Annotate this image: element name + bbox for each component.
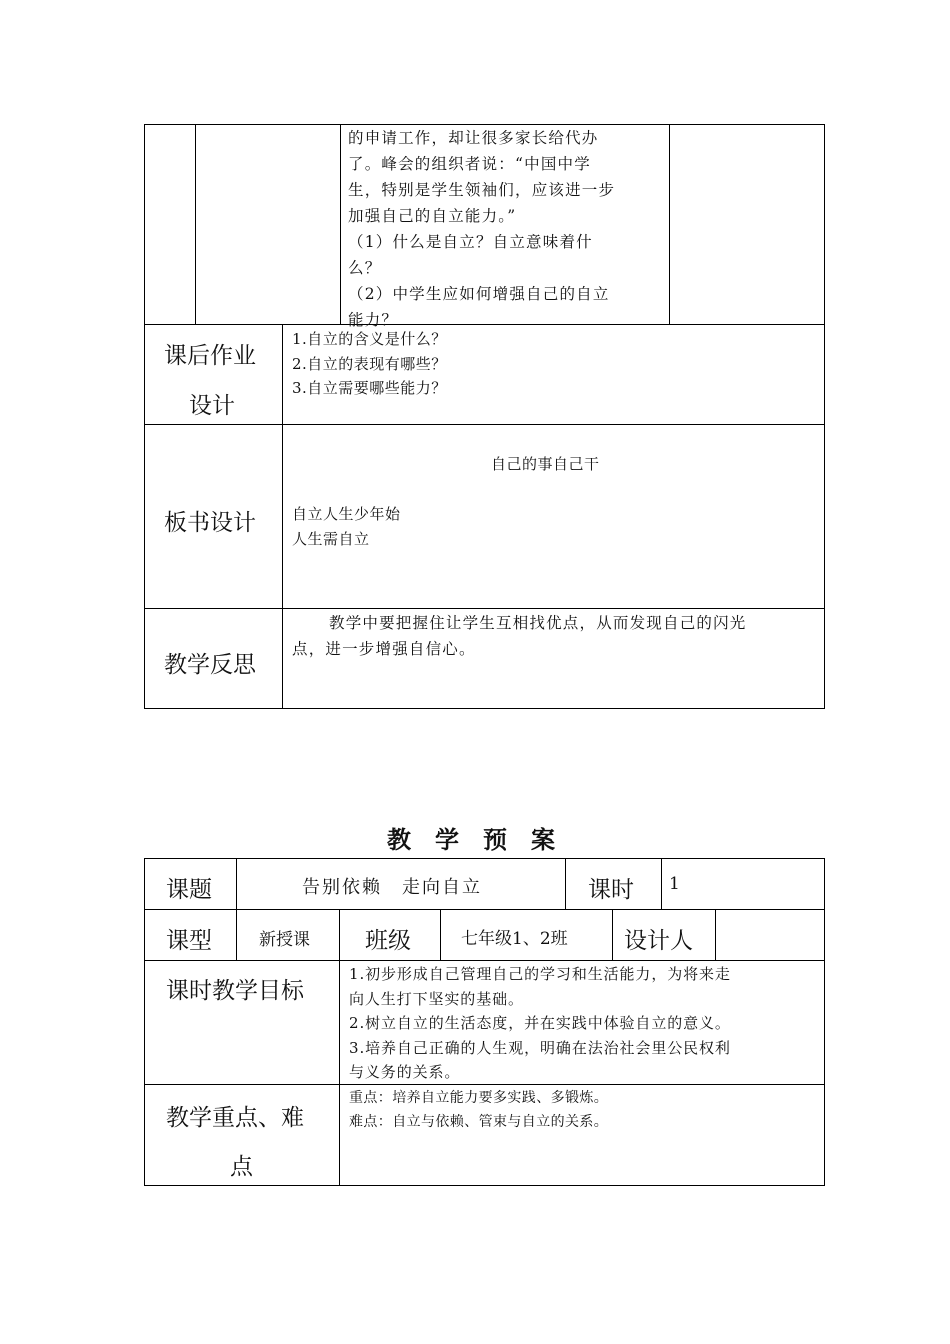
list-item: 3.培养自己正确的人生观，明确在法治社会里公民权利 (349, 1038, 731, 1057)
text-line: 加强自己的自立能力。” (348, 207, 517, 225)
goals-list (349, 962, 731, 1085)
list-item: 向人生打下坚实的基础。 (349, 989, 524, 1008)
list-item: 2.树立自立的生活态度，并在实践中体验自立的意义。 (349, 1014, 731, 1032)
type-label: 课型 (166, 928, 212, 954)
text-line: 人生需自立 (292, 529, 370, 548)
list-item: 2.自立的表现有哪些？ (292, 354, 447, 373)
topic-label: 课题 (166, 877, 212, 903)
list-item: 3.自立需要哪些能力？ (292, 379, 447, 397)
text-line: 生，特别是学生领袖们，应该进一步 (348, 181, 616, 199)
text-line: 能力？ (348, 311, 399, 329)
list-item: 难点：自立与依赖、管束与自立的关系。 (349, 1114, 609, 1130)
key-points-label-cont: 点 (230, 1154, 253, 1180)
board-label: 板书设计 (164, 510, 256, 536)
key-points-list (349, 1086, 608, 1134)
topic-value: 告别依赖 走向自立 (302, 877, 482, 898)
reflection-text (292, 610, 747, 662)
text-line: （2）中学生应如何增强自己的自立 (348, 285, 610, 303)
list-item: 1.初步形成自己管理自己的学习和生活能力，为将来走 (349, 965, 731, 983)
homework-label: 课后作业 (164, 343, 256, 369)
reflection-label: 教学反思 (164, 652, 256, 678)
class-value: 七年级1、2班 (461, 929, 568, 949)
text-line: 的申请工作，却让很多家长给代办 (348, 129, 599, 147)
list-item: 与义务的关系。 (349, 1063, 461, 1081)
text-line: 了。峰会的组织者说：“中国中学 (348, 155, 591, 173)
homework-list (292, 327, 447, 401)
type-value: 新授课 (259, 930, 310, 950)
designer-label: 设计人 (624, 928, 693, 954)
key-points-label: 教学重点、难 (166, 1105, 304, 1131)
period-value: 1 (669, 874, 680, 894)
period-label: 课时 (588, 877, 634, 903)
text-line: 么？ (348, 259, 382, 277)
homework-label-cont: 设计 (189, 393, 235, 419)
text-line: 教学中要把握住让学生互相找优点，从而发现自己的闪光 (329, 614, 747, 632)
board-content (292, 502, 401, 551)
board-title: 自己的事自己干 (491, 455, 600, 473)
continuation-text (348, 125, 666, 333)
text-line: 自立人生少年始 (292, 505, 401, 523)
text-line: 点，进一步增强自信心。 (292, 640, 476, 658)
page-title: 教学预案 (387, 825, 579, 854)
list-item: 重点：培养自立能力要多实践、多锻炼。 (349, 1090, 609, 1106)
list-item: 1.自立的含义是什么？ (292, 330, 447, 348)
class-label: 班级 (365, 928, 411, 954)
goals-label: 课时教学目标 (166, 978, 304, 1004)
text-line: （1）什么是自立？自立意味着什 (348, 233, 593, 251)
